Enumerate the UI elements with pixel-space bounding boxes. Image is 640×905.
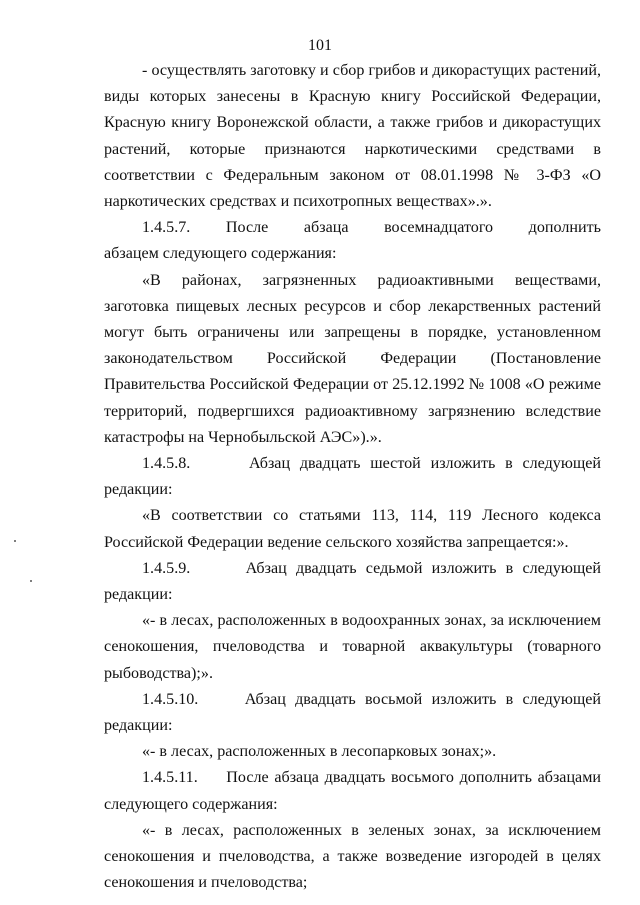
paragraph-2: 1.4.5.7. После абзаца восемнадцатого дополнить абзацем следующего содержания: [104,219,626,263]
paragraph-3: «В районах, загрязненных радиоактивными веществами, заготовка пищевых лесных ресурсов и сбор лекарственных растений могут быть ограничены или запрещены в порядке, установленном законодательством Российской Федерации (Постановление Правительства Российской Федерации от 25.12.1992 № 1008 «О режиме территорий, подвергшихся радиоактивному загрязнению вследствие катастрофы на Чернобыльской АЭС»).». [104,271,601,446]
paragraph-9: «- в лесах, расположенных в лесопарковых зонах;». [142,743,497,761]
paragraph-8: 1.4.5.10. Абзац двадцать восьмой изложить в следующей редакции: [104,690,606,735]
paragraph-7: «- в лесах, расположенных в водоохранных зонах, за исключением сенокошения, пчеловодства и товарной аквакультуры (товарного рыбоводства);». [104,612,601,682]
scan-speck [14,540,16,542]
page-number: 101 [308,37,332,54]
paragraph-11: «- в лесах, расположенных в зеленых зонах, за исключением сенокошения и пчеловодства, а также возведение изгородей в целях сенокошения и пчеловодства; [104,821,601,892]
paragraph-1: - осуществлять заготовку и сбор грибов и дикорастущих растений, виды которых занесены в Красную книгу Российской Федерации, Красную книгу Воронежской области, а также грибов и дикорастущих растений, которые признаются наркотическими средствами в соответствии с Федеральным законом от 08.01.1998 № 3-ФЗ «О наркотических средствах и психотропных веществах».». [104,62,601,211]
document-body [104,58,626,897]
paragraph-5: «В соответствии со статьями 113, 114, 119 Лесного кодекса Российской Федерации ведение сельского хозяйства запрещается:». [104,507,601,551]
paragraph-6: 1.4.5.9. Абзац двадцать седьмой изложить в следующей редакции: [104,559,606,604]
paragraph-4: 1.4.5.8. Абзац двадцать шестой изложить в следующей редакции: [104,455,606,499]
scan-speck [30,580,32,582]
paragraph-10: 1.4.5.11. После абзаца двадцать восьмого дополнить абзацами следующего содержания: [104,769,606,813]
